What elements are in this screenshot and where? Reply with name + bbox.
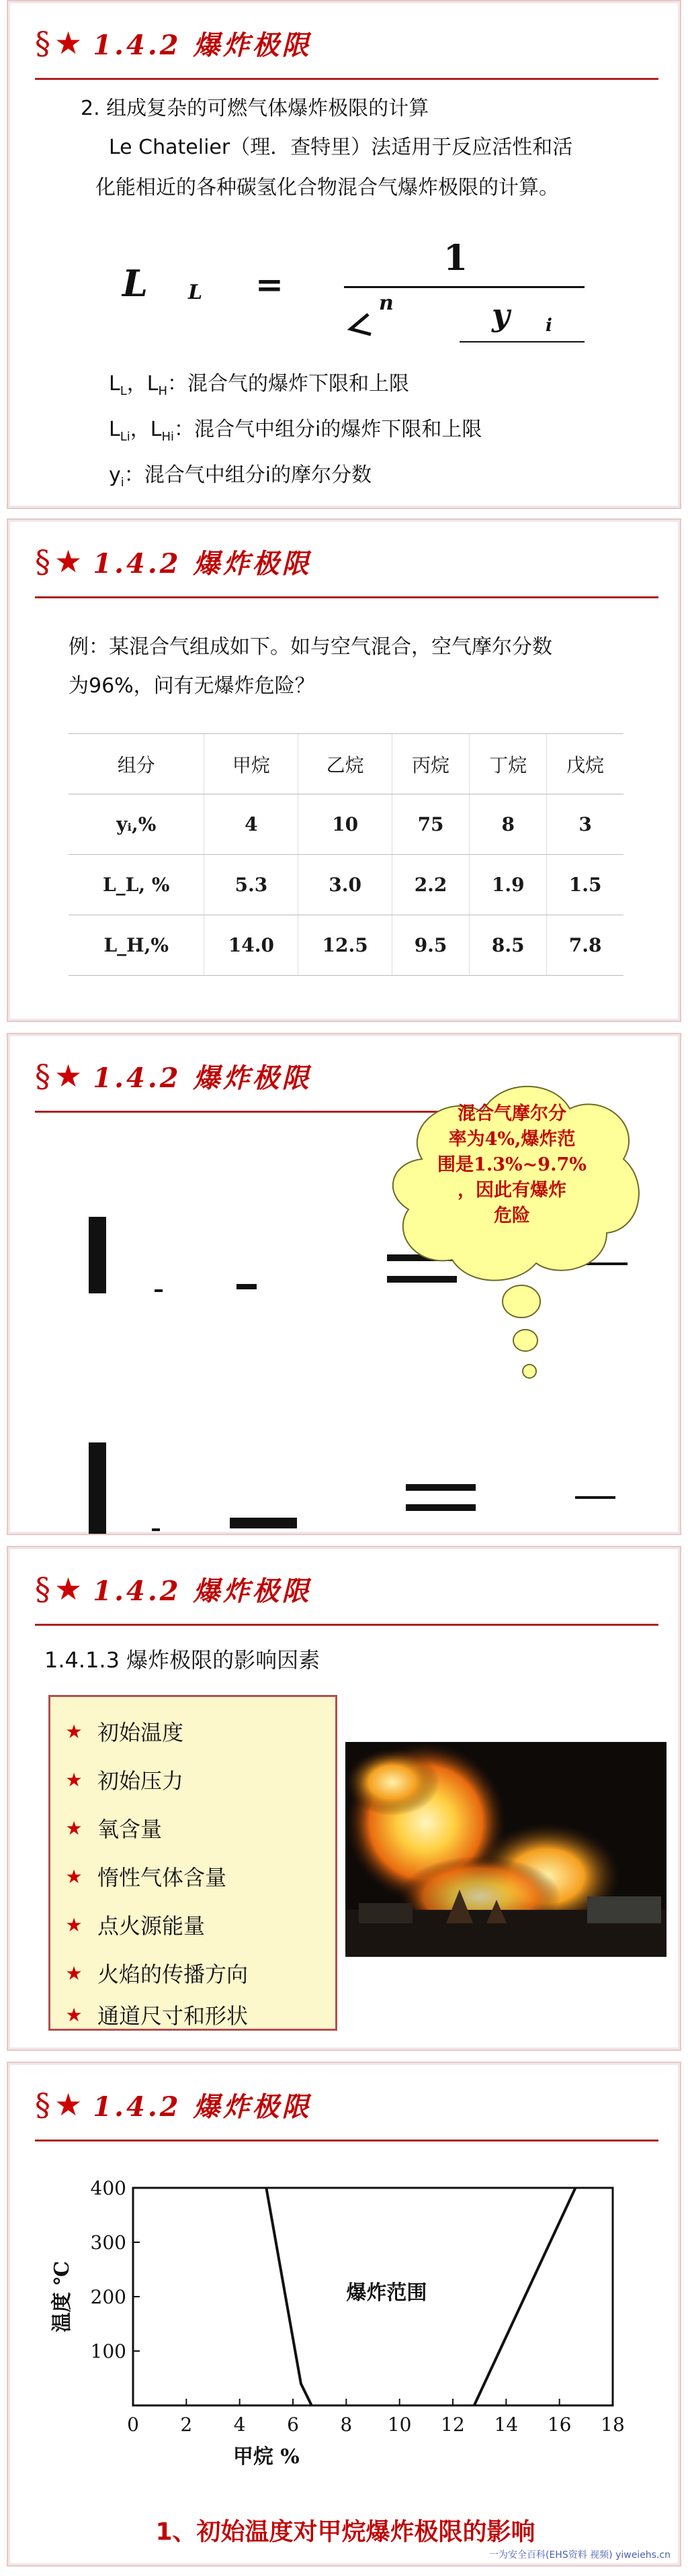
section-symbol: §	[35, 543, 50, 580]
table-cell: 3.0	[298, 855, 392, 915]
fraction-bar	[575, 1496, 615, 1499]
table-cell: 9.5	[392, 915, 469, 976]
list-item: ★ 氧含量	[50, 1811, 162, 1845]
slide-4	[7, 1546, 681, 2051]
cloud-line: ，因此有爆炸	[458, 1180, 566, 1201]
section-header	[35, 1570, 312, 1608]
factor-list-box	[48, 1695, 337, 2031]
y-axis-label: 温度 ℃	[50, 2260, 74, 2333]
axis-ticks	[91, 2177, 625, 2436]
header-divider	[35, 1624, 658, 1626]
formula-n: n	[379, 291, 394, 315]
table-header-cell: 甲烷	[204, 734, 298, 794]
y-tick-label: 100	[90, 2340, 126, 2362]
slide-2	[7, 518, 681, 1022]
table-cell: 1.5	[547, 855, 624, 915]
subsection-title: 1.4.1.3 爆炸极限的影响因素	[44, 1647, 320, 1673]
section-title: 1.4.2 爆炸极限	[93, 1575, 312, 1607]
section-title: 1.4.2 爆炸极限	[93, 1062, 312, 1094]
star-bullet-icon: ★	[65, 2003, 83, 2026]
thought-cloud-text	[404, 1101, 619, 1229]
table-header-row	[69, 734, 624, 794]
upper-limit-line	[474, 2188, 576, 2405]
table-cell: 75	[392, 794, 469, 855]
list-item: ★ 初始温度	[50, 1714, 183, 1748]
star-bullet-icon: ★	[65, 1816, 83, 1839]
table-row	[69, 794, 624, 855]
composition-table	[69, 733, 624, 976]
formula-numerator: 1	[443, 238, 468, 279]
section-header	[35, 1057, 312, 1095]
table-cell: 8	[470, 794, 547, 855]
formula-y: y	[492, 297, 510, 333]
x-tick-label: 16	[547, 2413, 572, 2436]
x-tick-label: 0	[127, 2413, 139, 2436]
x-tick-label: 6	[287, 2413, 299, 2436]
explosion-photo	[345, 1742, 666, 1957]
x-tick-label: 8	[340, 2413, 353, 2436]
table-cell: 2.2	[392, 855, 469, 915]
watermark: 一为安全百科(EHS资料 视频) yiweiehs.cn	[488, 2550, 671, 2561]
star-icon: ★	[54, 2086, 83, 2123]
star-bullet-icon: ★	[65, 1962, 83, 1984]
x-axis-label: 甲烷 %	[232, 2445, 300, 2469]
section-title: 1.4.2 爆炸极限	[93, 29, 312, 61]
list-item: ★ 惰性气体含量	[50, 1859, 226, 1893]
glyph-fragment	[152, 1520, 160, 1531]
formula-sub-i: i	[546, 316, 552, 336]
definition-LLi-LHi: $L_{Li}$，$L_{Hi}$：混合气中组分i的爆炸下限和上限	[109, 418, 482, 444]
y-tick-label: 400	[90, 2177, 126, 2199]
y-tick-label: 200	[90, 2286, 126, 2308]
list-item: ★ 通道尺寸和形状	[50, 2005, 248, 2025]
x-tick-label: 10	[387, 2413, 412, 2436]
glyph-fragment	[230, 1518, 297, 1528]
definition-yi: $y_i$：混合气中组分i的摩尔分数	[109, 463, 372, 490]
item-heading: 2. 组成复杂的可燃气体爆炸极限的计算	[81, 97, 429, 120]
x-tick-label: 4	[233, 2413, 246, 2436]
section-header	[35, 24, 312, 62]
section-header	[35, 543, 312, 580]
table-cell: 14.0	[204, 915, 298, 976]
star-bullet-icon: ★	[65, 1865, 83, 1888]
glyph-L-stem	[89, 1217, 106, 1293]
list-item: ★ 初始压力	[50, 1763, 183, 1796]
glyph-fragment	[236, 1284, 257, 1289]
section-symbol: §	[35, 1058, 50, 1094]
star-bullet-icon: ★	[65, 1768, 83, 1791]
cloud-line: 混合气摩尔分	[458, 1103, 566, 1124]
table-header-cell: 乙烷	[298, 734, 392, 794]
star-icon: ★	[54, 543, 83, 580]
section-symbol: §	[35, 2086, 50, 2123]
header-divider	[35, 596, 658, 598]
formula-sub-L: L	[188, 281, 203, 304]
table-row	[69, 855, 624, 915]
paragraph-line-1: Le Chatelier（理．查特里）法适用于反应活性和活	[109, 136, 573, 159]
table-row	[69, 915, 624, 976]
cloud-line: 围是1.3%~9.7%	[437, 1154, 587, 1175]
formula-L: L	[122, 262, 148, 305]
table-header-cell: 组分	[69, 734, 204, 794]
fraction-bar	[344, 286, 585, 288]
table-cell: 7.8	[547, 915, 624, 976]
star-icon: ★	[54, 1571, 83, 1607]
glyph-fragment	[155, 1284, 163, 1292]
temperature-limit-chart	[8, 2063, 681, 2567]
section-symbol: §	[35, 25, 50, 61]
row-label-LL: L_L, %	[69, 855, 204, 915]
formula-equals: =	[255, 265, 284, 304]
row-label-yi: yᵢ,%	[69, 794, 204, 855]
chart-annotation: 爆炸范围	[346, 2281, 427, 2305]
denominator-underline	[460, 341, 585, 342]
table-cell: 3	[547, 794, 624, 855]
slide-1	[7, 0, 681, 509]
x-tick-label: 18	[601, 2413, 625, 2436]
y-tick-label: 300	[90, 2232, 126, 2254]
slide-3	[7, 1033, 681, 1535]
cloud-line: 率为4%,爆炸范	[448, 1129, 576, 1150]
x-tick-label: 12	[441, 2413, 465, 2436]
list-item: ★ 点火源能量	[50, 1908, 205, 1941]
equals-bar	[406, 1484, 476, 1491]
section-title: 1.4.2 爆炸极限	[93, 547, 312, 580]
section-symbol: §	[35, 1571, 50, 1607]
table-cell: 12.5	[298, 915, 392, 976]
star-icon: ★	[54, 25, 83, 61]
x-tick-label: 2	[180, 2413, 193, 2436]
table-cell: 1.9	[470, 855, 547, 915]
star-bullet-icon: ★	[65, 1720, 83, 1743]
list-item: ★ 火焰的传播方向	[50, 1956, 248, 1990]
equals-bar	[406, 1504, 476, 1511]
paragraph-line-2: 化能相近的各种碳氢化合物混合气爆炸极限的计算。	[95, 176, 559, 199]
star-icon: ★	[54, 1058, 83, 1094]
star-bullet-icon: ★	[65, 1913, 83, 1936]
header-divider	[35, 78, 658, 80]
glyph-L-stem	[89, 1442, 106, 1534]
table-cell: 8.5	[470, 915, 547, 976]
cloud-line: 危险	[494, 1205, 530, 1226]
sum-symbol-fragment	[344, 305, 378, 338]
lower-limit-line	[266, 2188, 311, 2405]
table-header-cell: 丁烷	[470, 734, 547, 794]
table-cell: 5.3	[204, 855, 298, 915]
question-line-1: 例：某混合气组成如下。如与空气混合，空气摩尔分数	[69, 635, 552, 659]
question-line-2: 为96%，问有无爆炸危险？	[69, 674, 315, 698]
section-title: 1.4.2 爆炸极限	[93, 2090, 312, 2123]
table-cell: 4	[204, 794, 298, 855]
slide-5	[7, 2062, 681, 2567]
x-tick-label: 14	[494, 2413, 519, 2436]
chart-caption: 1、初始温度对甲烷爆炸极限的影响	[155, 2518, 535, 2546]
row-label-LH: L_H,%	[69, 915, 204, 976]
table-header-cell: 丙烷	[392, 734, 469, 794]
definition-LL-LH: $L_L$，$L_H$：混合气的爆炸下限和上限	[109, 372, 410, 398]
table-cell: 10	[298, 794, 392, 855]
table-header-cell: 戊烷	[547, 734, 624, 794]
